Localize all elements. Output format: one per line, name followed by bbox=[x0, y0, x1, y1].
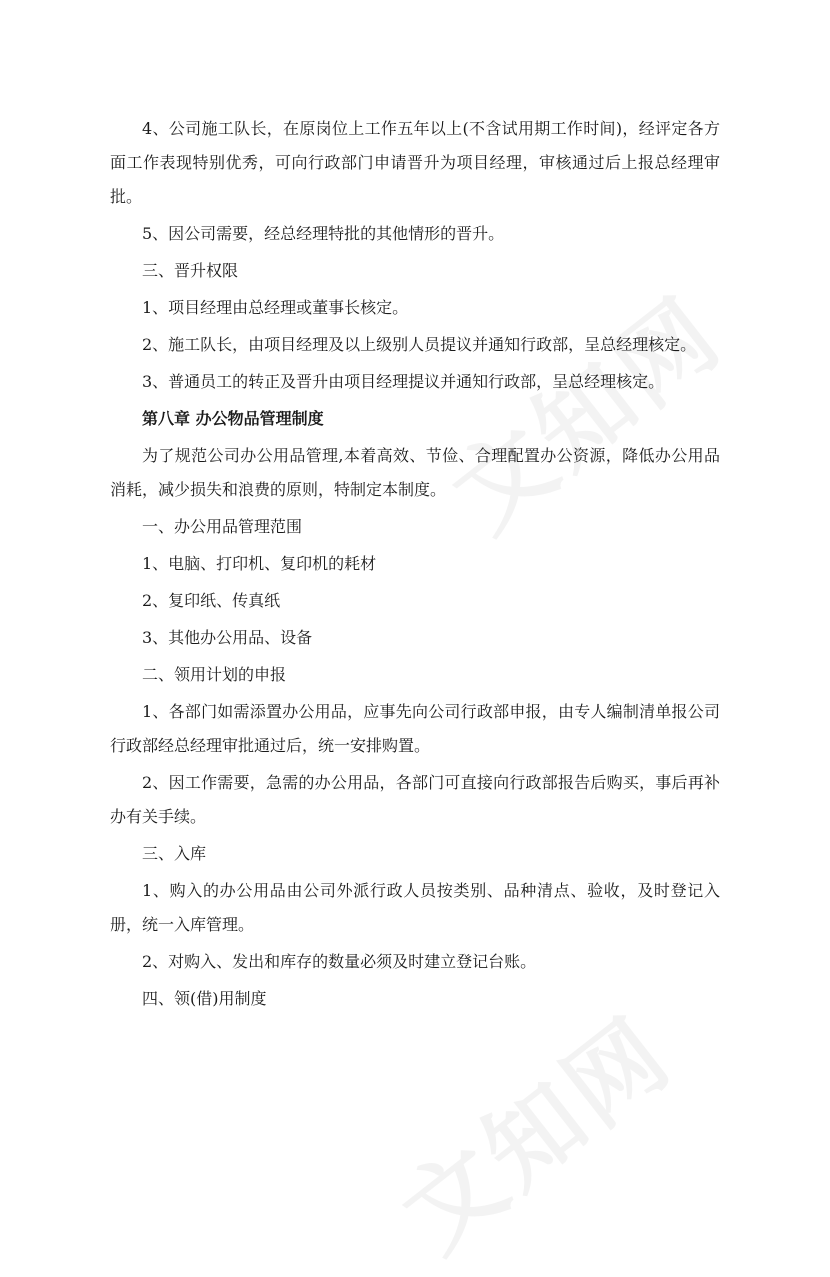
section-heading: 三、晋升权限 bbox=[142, 261, 239, 280]
section-heading: 四、领(借)用制度 bbox=[142, 989, 267, 1008]
watermark bbox=[370, 980, 695, 1276]
section-heading: 一、办公用品管理范围 bbox=[142, 517, 303, 536]
paragraph: 3、普通员工的转正及晋升由项目经理提议并通知行政部，呈总经理核定。 bbox=[142, 372, 665, 391]
paragraph: 1、项目经理由总经理或董事长核定。 bbox=[142, 298, 409, 317]
paragraph: 1、各部门如需添置办公用品，应事先向公司行政部申报，由专人编制清单报公司行政部经总经理审批通过后，统一安排购置。 bbox=[110, 702, 720, 755]
paragraph: 2、复印纸、传真纸 bbox=[142, 591, 281, 610]
paragraph: 2、因工作需要，急需的办公用品，各部门可直接向行政部报告后购买，事后再补办有关手续。 bbox=[110, 773, 720, 826]
paragraph: 5、因公司需要，经总经理特批的其他情形的晋升。 bbox=[142, 224, 505, 243]
paragraph: 1、电脑、打印机、复印机的耗材 bbox=[142, 554, 377, 573]
paragraph: 2、对购入、发出和库存的数量必须及时建立登记台账。 bbox=[142, 952, 537, 971]
section-heading: 二、领用计划的申报 bbox=[142, 665, 287, 684]
paragraph: 1、购入的办公用品由公司外派行政人员按类别、品种清点、验收，及时登记入册，统一入库管理。 bbox=[110, 881, 720, 934]
paragraph: 为了规范公司办公用品管理,本着高效、节俭、合理配置办公资源，降低办公用品消耗，减少损失和浪费的原则，特制定本制度。 bbox=[110, 446, 720, 499]
paragraph: 2、施工队长，由项目经理及以上级别人员提议并通知行政部，呈总经理核定。 bbox=[142, 335, 697, 354]
paragraph: 3、其他办公用品、设备 bbox=[142, 628, 313, 647]
section-heading: 三、入库 bbox=[142, 844, 207, 863]
chapter-title: 第八章 办公物品管理制度 bbox=[142, 409, 324, 428]
document-body bbox=[110, 112, 720, 1019]
paragraph: 4、公司施工队长，在原岗位上工作五年以上(不含试用期工作时间)，经评定各方面工作表现特别优秀，可向行政部门申请晋升为项目经理，审核通过后上报总经理审批。 bbox=[110, 119, 720, 206]
